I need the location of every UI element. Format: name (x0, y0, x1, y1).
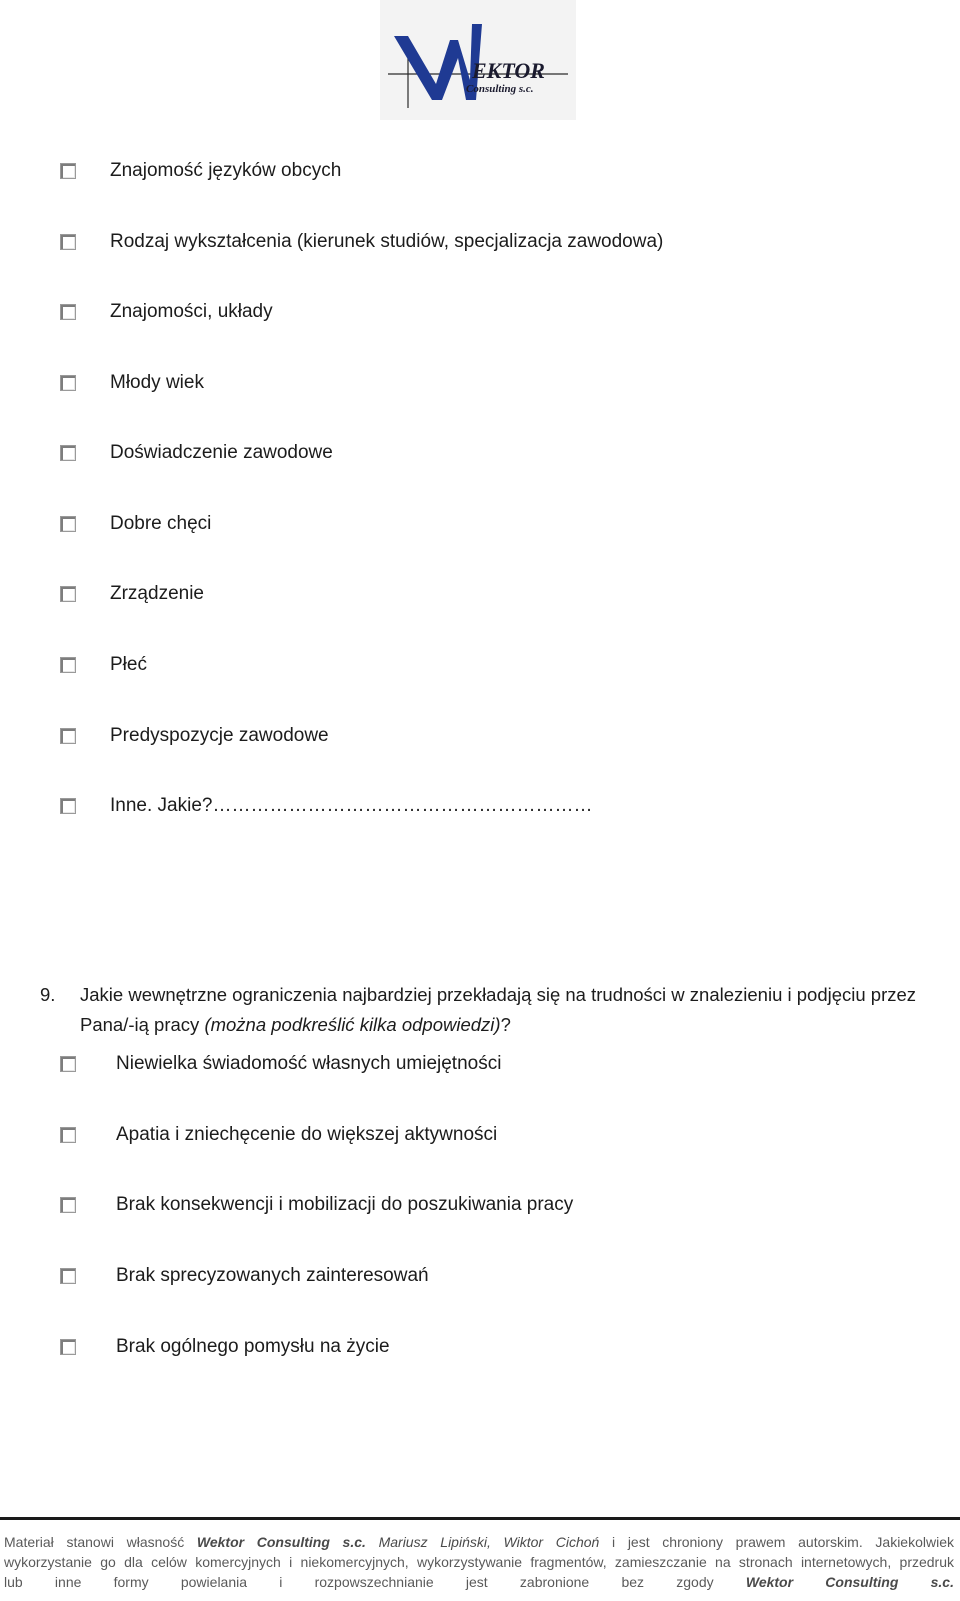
footer-line-1 (4, 1532, 954, 1552)
footer-line-2: wykorzystanie go dla celów komercyjnych i niekomercyjnych, wykorzystywanie fragmentów, zamieszczanie na stronach internetowych, przedruk (4, 1554, 954, 1570)
copyright-footer (4, 1532, 954, 1592)
wektor-logo-graphic (380, 0, 576, 120)
option-checkbox-row[interactable] (60, 1332, 390, 1362)
option-checkbox-row[interactable] (60, 227, 663, 257)
option-label: Doświadczenie zawodowe (110, 442, 333, 463)
option-checkbox-row[interactable] (60, 1261, 429, 1291)
checkbox[interactable] (60, 1339, 76, 1355)
option-checkbox-row[interactable] (60, 297, 273, 327)
option-label: Dobre chęci (110, 513, 212, 534)
checkbox[interactable] (60, 1268, 76, 1284)
footer-brand: Wektor Consulting s.c. (745, 1574, 954, 1590)
footer-divider (0, 1517, 960, 1520)
question-number: 9. (40, 984, 56, 1005)
footer-text: i jest chroniony prawem autorskim. Jakiekolwiek (599, 1534, 954, 1550)
footer-text: lub inne formy powielania i rozpowszechnianie jest zabronione bez zgody (4, 1574, 746, 1590)
checkbox[interactable] (60, 586, 76, 602)
checkbox[interactable] (60, 163, 76, 179)
option-label: Znajomości, układy (110, 301, 273, 322)
option-label: Predyspozycje zawodowe (110, 725, 329, 746)
checkbox[interactable] (60, 728, 76, 744)
checkbox[interactable] (60, 798, 76, 814)
checkbox[interactable] (60, 445, 76, 461)
question-end: ? (500, 1014, 511, 1035)
option-label: Brak sprecyzowanych zainteresowań (116, 1265, 429, 1286)
option-checkbox-row[interactable] (60, 1190, 573, 1220)
checkbox[interactable] (60, 657, 76, 673)
option-label: Zrządzenie (110, 583, 204, 604)
company-logo (380, 0, 576, 120)
option-checkbox-row[interactable] (60, 509, 211, 539)
svg-text:Consulting s.c.: Consulting s.c. (466, 83, 534, 95)
option-checkbox-row[interactable] (60, 791, 592, 821)
option-label: Rodzaj wykształcenia (kierunek studiów, specjalizacja zawodowa) (110, 231, 664, 252)
question-body: Jakie wewnętrzne ograniczenia najbardziej przekładają się na trudności w znalezieniu i podjęciu przez Pana/-ią pracy (80, 984, 917, 1035)
option-checkbox-row[interactable] (60, 721, 329, 751)
checkbox[interactable] (60, 1197, 76, 1213)
checkbox[interactable] (60, 516, 76, 532)
footer-owners: Mariusz Lipiński, Wiktor Cichoń (365, 1534, 600, 1550)
option-label: Płeć (110, 654, 147, 675)
option-label: Inne. Jakie?…………………………………………………… (110, 795, 593, 816)
checkbox[interactable] (60, 304, 76, 320)
svg-text:EKTOR: EKTOR (472, 58, 545, 83)
option-checkbox-row[interactable] (60, 650, 147, 680)
footer-text: Materiał stanowi własność (4, 1534, 197, 1550)
option-label: Znajomość języków obcych (110, 160, 342, 181)
footer-line-3 (4, 1572, 954, 1592)
checkbox[interactable] (60, 234, 76, 250)
option-checkbox-row[interactable] (60, 156, 341, 186)
checkbox[interactable] (60, 375, 76, 391)
footer-brand: Wektor Consulting s.c. (196, 1534, 366, 1550)
question-hint: (można podkreślić kilka odpowiedzi) (204, 1014, 501, 1035)
checkbox[interactable] (60, 1056, 76, 1072)
checkbox[interactable] (60, 1127, 76, 1143)
option-label: Młody wiek (110, 372, 204, 393)
question-text (80, 980, 945, 1040)
option-checkbox-row[interactable] (60, 438, 333, 468)
option-label: Brak konsekwencji i mobilizacji do poszukiwania pracy (116, 1194, 574, 1215)
option-label: Apatia i zniechęcenie do większej aktywności (116, 1124, 498, 1145)
option-checkbox-row[interactable] (60, 1120, 497, 1150)
option-checkbox-row[interactable] (60, 579, 204, 609)
option-checkbox-row[interactable] (60, 1049, 501, 1079)
option-label: Brak ogólnego pomysłu na życie (116, 1336, 390, 1357)
option-label: Niewielka świadomość własnych umiejętności (116, 1053, 502, 1074)
option-checkbox-row[interactable] (60, 368, 204, 398)
question-9 (40, 980, 945, 1040)
